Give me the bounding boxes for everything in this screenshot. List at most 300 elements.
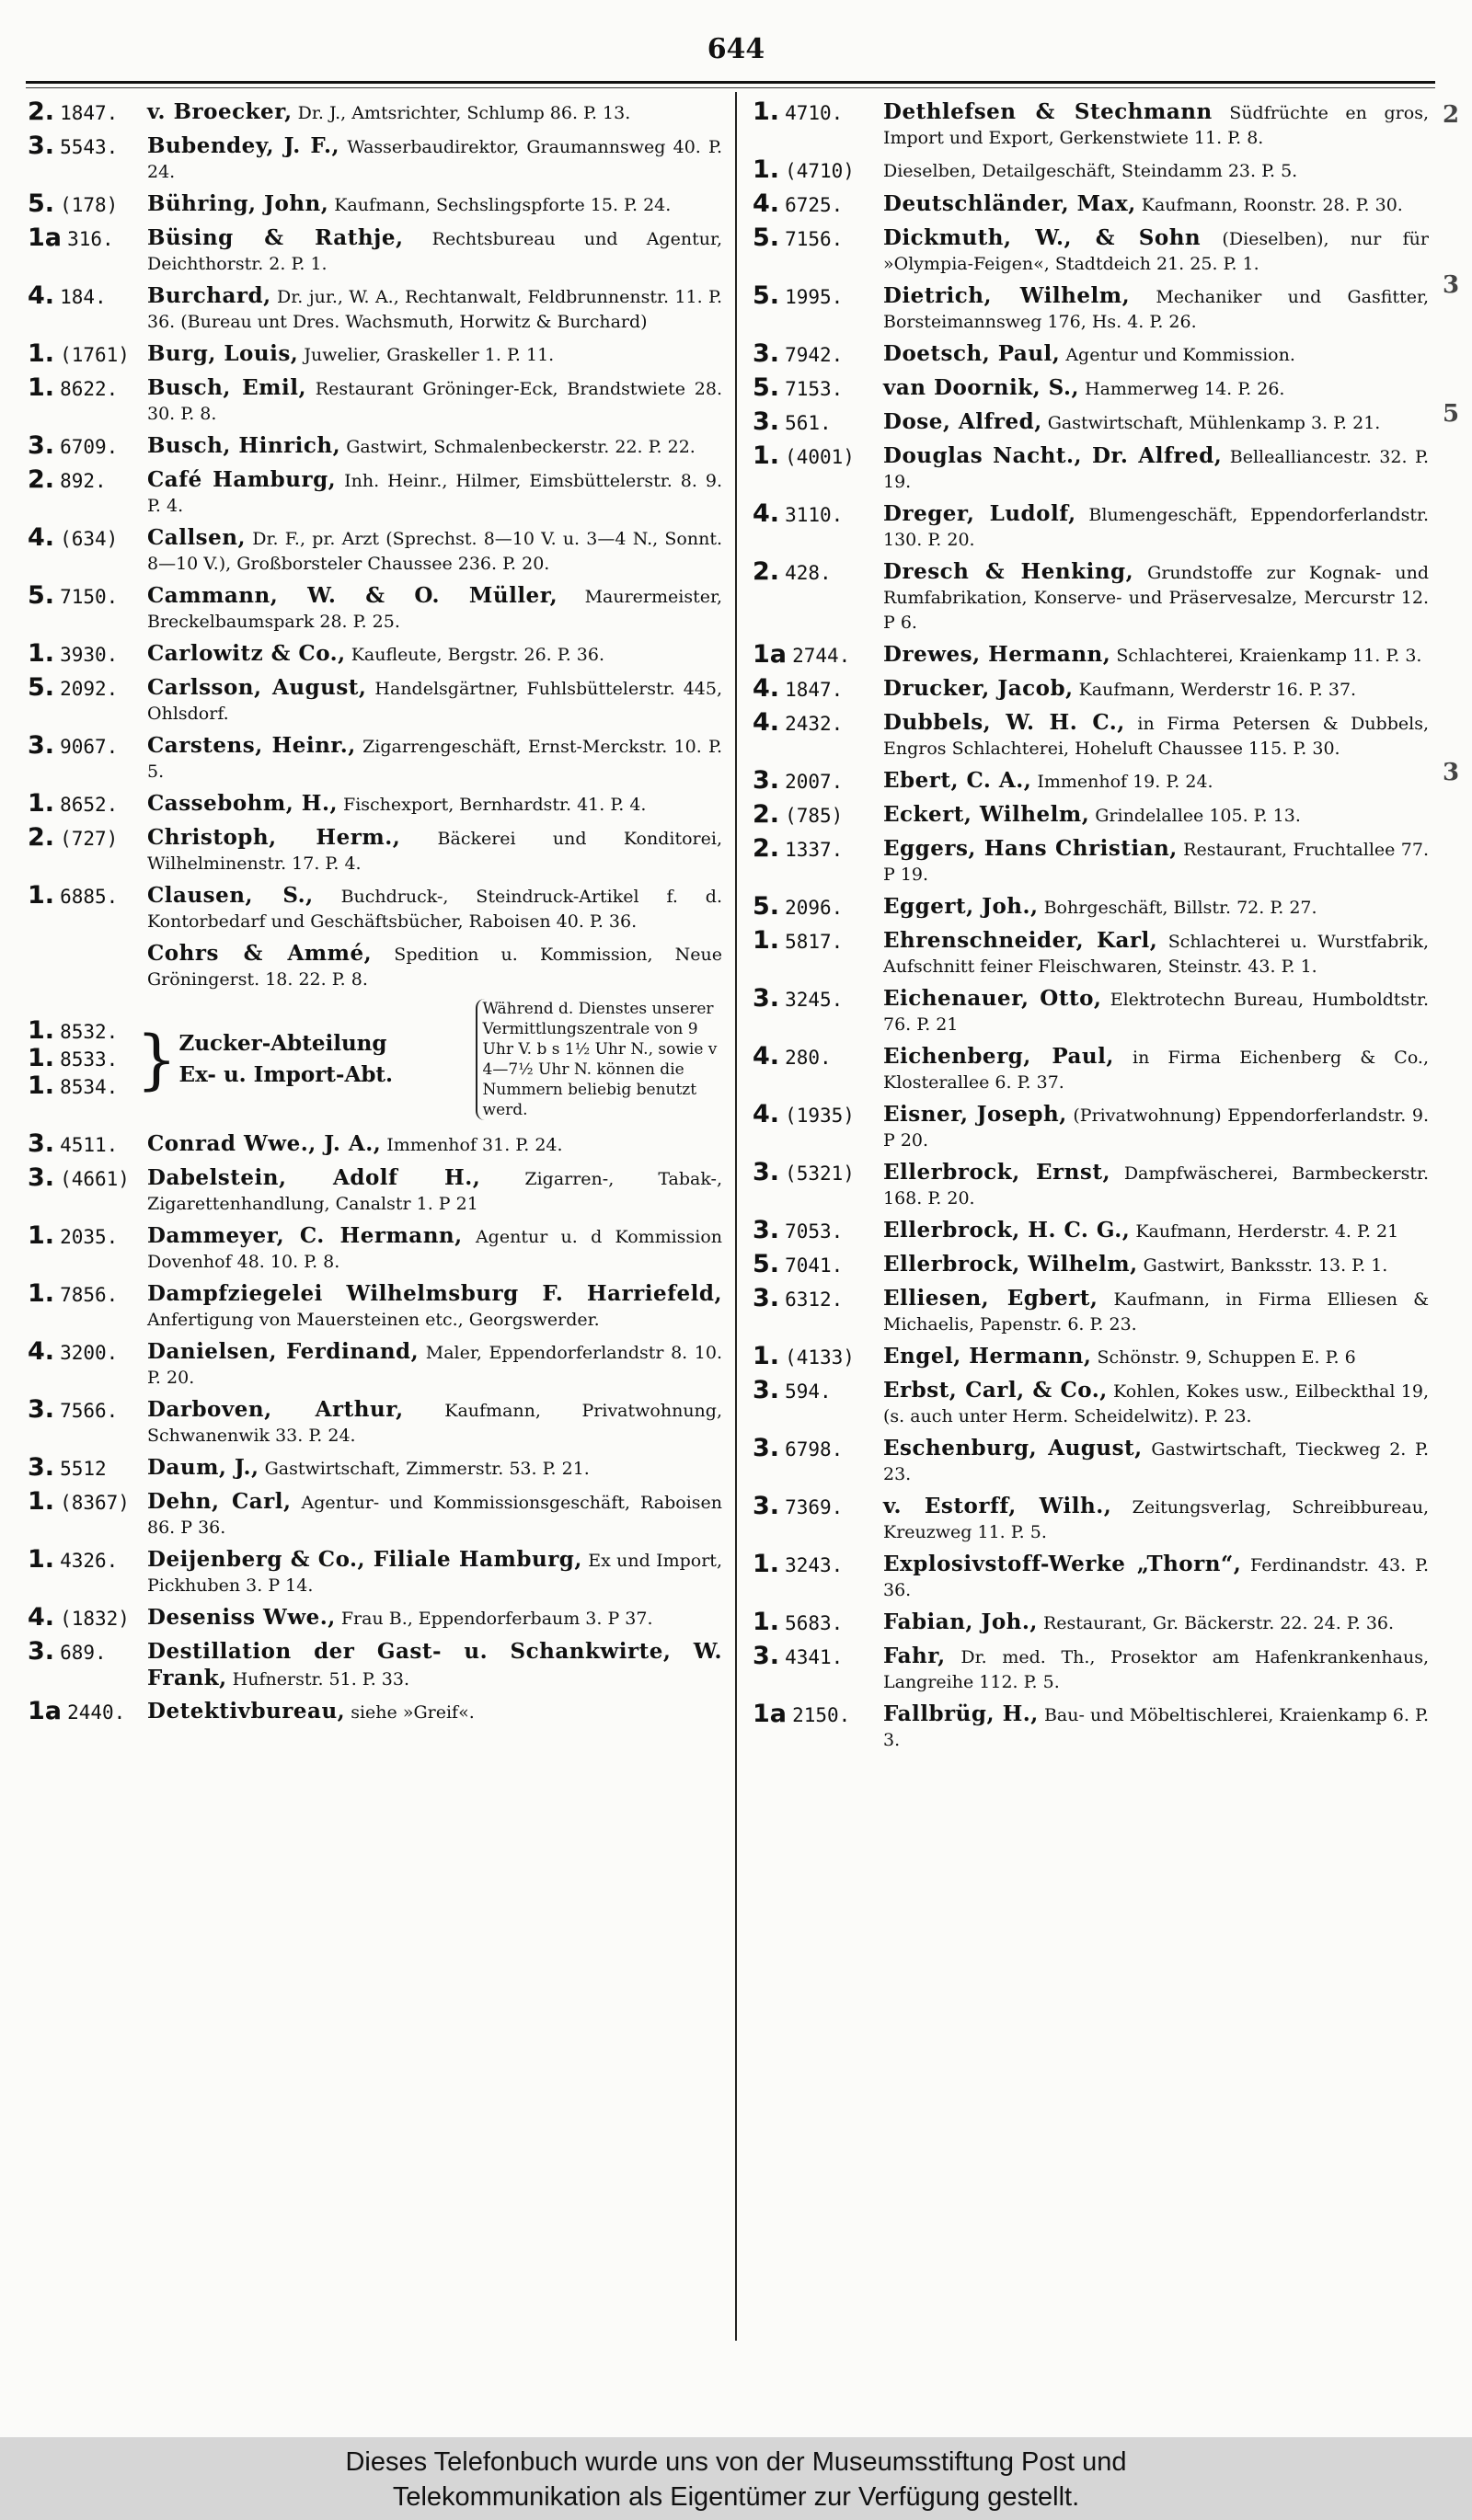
brace-glyph: } [136,1022,178,1097]
phone-number: (5321) [785,1163,855,1185]
phone-number: (4710) [785,160,855,182]
entry-body [883,157,1429,184]
subscriber-details: Schlachterei u. Wurstfabrik, Aufschnitt feiner Fleischwaren, Steinstr. 43. P. 1. [883,932,1429,977]
directory-entry [753,375,1429,403]
subscriber-name: v. Estorff, Wilh., [883,1494,1112,1518]
subscriber-details: Bellealliancestr. 32. P. 19. [883,447,1429,492]
entry-body [147,941,722,992]
gutter-mark: 5 [1443,400,1460,428]
subscriber-name: Daum, J., [147,1455,259,1480]
phone-number: 7053. [785,1220,844,1243]
district-code: 4. [28,523,55,552]
subscriber-name: Fallbrüg, H., [883,1701,1039,1726]
entry-body [883,375,1429,402]
subscriber-name: Destillation der Gast- u. Schankwirte, W. Frank, [147,1639,722,1690]
left-column [28,99,722,1733]
subscriber-name: Café Hamburg, [147,467,337,492]
district-code: 1a [753,640,788,669]
entry-body [147,1131,722,1158]
phone-number: 689. [60,1642,107,1664]
directory-entry [753,99,1429,151]
district-code: 1a [753,1700,788,1728]
entry-prefix [753,191,883,219]
entry-body [883,894,1429,921]
subscriber-name: Darboven, Arthur, [147,1397,404,1422]
subscriber-name: Erbst, Carl, & Co., [883,1378,1108,1403]
district-code: 1. [28,1279,55,1308]
subscriber-name: Engel, Hermann, [883,1344,1092,1369]
directory-entry [753,1218,1429,1245]
entry-body [147,1489,722,1541]
entry-prefix [753,710,883,738]
subscriber-details: Agentur u. d Kommission Dovenhof 48. 10. P. 8. [147,1227,723,1272]
subscriber-name: Explosivstoff-Werke „Thorn“, [883,1552,1242,1576]
entry-body [883,1494,1429,1545]
entry-prefix [753,1644,883,1671]
subscriber-name: Ellerbrock, Wilhelm, [883,1252,1138,1277]
district-code: 1. [28,789,55,818]
subscriber-details: Mechaniker und Gasfitter, Borsteimannsweg 176, Hs. 4. P. 26. [883,287,1429,332]
phone-number: 3200. [60,1342,119,1364]
subscriber-details: Kaufmann, Privatwohnung, Schwanenwik 33. P. 24. [147,1401,722,1446]
district-code: 1. [753,97,780,126]
entry-body [147,225,722,277]
district-code: 3. [753,407,780,436]
district-code: 3. [753,1642,780,1670]
phone-number: 9067. [60,736,119,758]
subscriber-details: (Dieselben), nur für »Olympia-Feigen«, Stadtdeich 21. 25. P. 1. [883,229,1429,274]
phone-number: (785) [785,805,844,827]
district-code: 3. [28,132,55,160]
entry-body [883,1102,1429,1153]
district-code: 4. [28,281,55,310]
directory-entry [753,443,1429,495]
subscriber-name: Carlsson, August, [147,675,367,700]
entry-prefix [753,676,883,704]
phone-number: 2035. [60,1226,119,1248]
entry-body [147,1639,722,1692]
subscriber-name: Conrad Wwe., J. A., [147,1131,382,1156]
district-code: 3. [753,1434,780,1462]
district-code: 5. [753,281,780,310]
entry-body [883,1436,1429,1487]
entry-body [883,1286,1429,1337]
department-label: Ex- u. Import-Abt. [178,1062,394,1087]
subscriber-name: Carlowitz & Co., [147,641,346,666]
directory-entry [28,1489,722,1541]
directory-entry [753,676,1429,704]
subscriber-details: Kaufleute, Bergstr. 26. P. 36. [351,645,604,665]
phone-number: 184. [60,286,107,308]
directory-entry [28,1397,722,1449]
directory-entry [28,941,722,992]
subscriber-name: v. Broecker, [147,99,293,124]
phone-number: 2744. [792,645,851,667]
district-code: 4. [753,499,780,528]
entry-prefix [28,1699,147,1726]
gutter-mark: 2 [1443,101,1460,129]
left-entries [28,99,722,992]
department-number-line [28,1018,147,1046]
phone-number: 8532. [60,1021,119,1043]
entry-body [883,1609,1429,1636]
phone-number: 2432. [785,713,844,735]
district-code: 1. [28,1487,55,1516]
column-divider [735,92,737,2341]
entry-body [147,733,722,785]
subscriber-details: Kaufmann, in Firma Elliesen & Michaelis, Papenstr. 6. P. 23. [883,1289,1429,1334]
subscriber-name: Dabelstein, Adolf H., [147,1165,481,1190]
phone-number: 1847. [785,679,844,701]
district-code: 4. [753,674,780,703]
gutter-marks [1443,97,1472,1476]
subscriber-details: in Firma Petersen & Dubbels, Engros Schlachterei, Hoheluft Chaussee 115. P. 30. [883,714,1429,759]
subscriber-details: Kaufmann, Werderstr 16. P. 37. [1078,680,1357,700]
directory-entry [753,501,1429,553]
entry-prefix [753,894,883,922]
entry-prefix [753,409,883,437]
subscriber-name: Carstens, Heinr., [147,733,356,758]
directory-entry [28,1455,722,1483]
district-code: 1. [28,373,55,402]
entry-body [883,1252,1429,1278]
district-code: 1. [28,1221,55,1250]
district-code: 4. [753,1100,780,1128]
entry-prefix [753,1436,883,1463]
subscriber-details: Kaufmann, Sechslingspforte 15. P. 24. [334,195,672,215]
subscriber-name: Detektivbureau, [147,1699,346,1724]
entry-body [147,641,722,668]
entry-prefix [28,583,147,611]
entry-body [147,433,722,460]
subscriber-name: Dreger, Ludolf, [883,501,1076,526]
subscriber-details: Kaufmann, Herderstr. 4. P. 21 [1135,1221,1399,1242]
directory-entry [753,836,1429,888]
subscriber-name: Deutschländer, Max, [883,191,1136,216]
district-code: 3. [28,1163,55,1192]
directory-entry [28,733,722,785]
directory-entry [753,768,1429,796]
entry-prefix [28,133,147,161]
phone-number: 4326. [60,1550,119,1572]
subscriber-name: Cohrs & Ammé, [147,941,373,966]
subscriber-details: Juwelier, Graskeller 1. P. 11. [304,345,555,365]
directory-entry [753,802,1429,830]
directory-entry [753,1644,1429,1695]
entry-prefix [28,283,147,311]
district-code: 1a [28,223,63,252]
district-code: 4. [753,708,780,737]
directory-entry [28,1281,722,1333]
subscriber-name: Dehn, Carl, [147,1489,292,1514]
entry-body [147,583,722,635]
subscriber-details: Restaurant, Fruchtallee 77. P 19. [883,840,1429,885]
district-code: 5. [28,581,55,610]
directory-entry [753,986,1429,1037]
entry-body [147,467,722,519]
district-code: 1. [753,441,780,470]
entry-prefix [28,191,147,219]
subscriber-name: Eichenauer, Otto, [883,986,1102,1011]
entry-prefix [753,559,883,587]
directory-entry [28,225,722,277]
district-code: 1. [753,926,780,955]
subscriber-name: Bubendey, J. F., [147,133,339,158]
subscriber-name: Cassebohm, H., [147,791,338,816]
header-rule-thin [26,87,1435,88]
phone-number: (178) [60,194,119,216]
subscriber-name: Deseniss Wwe., [147,1605,336,1630]
subscriber-details: Agentur und Kommission. [1065,345,1295,365]
phone-number: 892. [60,470,107,492]
phone-number: (4661) [60,1168,130,1190]
directory-entry [753,157,1429,185]
phone-number: 561. [785,412,832,434]
subscriber-details: Dr. med. Th., Prosektor am Hafenkrankenhaus, Langreihe 112. P. 5. [883,1647,1430,1692]
directory-entry [753,894,1429,922]
entry-body [883,99,1429,151]
phone-number: 7041. [785,1254,844,1277]
district-code: 1. [753,1608,780,1636]
phone-number: 2007. [785,771,844,793]
subscriber-name: Eckert, Wilhelm, [883,802,1090,827]
entry-prefix [753,157,883,185]
directory-entry [753,341,1429,369]
subscriber-name: Douglas Nacht., Dr. Alfred, [883,443,1223,468]
subscriber-name: Büsing & Rathje, [147,225,404,250]
directory-entry [28,525,722,577]
entry-body [147,341,722,368]
subscriber-details: Bohrgeschäft, Billstr. 72. P. 27. [1043,898,1317,918]
entry-body [147,1699,722,1725]
subscriber-details: Gastwirtschaft, Zimmerstr. 53. P. 21. [264,1459,590,1479]
phone-number: 6885. [60,886,119,908]
directory-entry [28,191,722,219]
subscriber-details: Grindelallee 105. P. 13. [1095,806,1301,826]
entry-body [147,825,722,876]
entry-body [883,1378,1429,1429]
subscriber-details: Südfrüchte en gros, Import und Export, Gerkenstwiete 11. P. 8. [883,103,1429,148]
phone-number: (1761) [60,344,130,366]
gutter-mark: 3 [1443,759,1460,786]
entry-prefix [28,1223,147,1251]
entry-body [147,1281,722,1333]
phone-number: 7856. [60,1284,119,1306]
entry-prefix [28,1639,147,1667]
district-code: 3. [753,1284,780,1312]
entry-prefix [28,341,147,369]
district-code: 5. [753,892,780,921]
district-code: 2. [28,97,55,126]
directory-entry [753,1286,1429,1337]
district-code: 3. [28,731,55,760]
subscriber-details: Bau- und Möbeltischlerei, Kraienkamp 6. P. 3. [883,1705,1429,1750]
entry-prefix [753,836,883,864]
phone-number: 6798. [785,1438,844,1460]
district-code: 5. [28,673,55,702]
phone-number: 1995. [785,286,844,308]
directory-entry [28,283,722,335]
phone-number: 7156. [785,228,844,250]
directory-entry [753,928,1429,979]
subscriber-details: Rechtsbureau und Agentur, Deichthorstr. 2. P. 1. [147,229,722,274]
entry-prefix [28,791,147,819]
entry-body [883,768,1429,795]
entry-body [883,443,1429,495]
phone-number: 7942. [785,344,844,366]
department-note: Während d. Dienstes unserer Vermittlungszentrale von 9 Uhr V. b s 1½ Uhr N., sowie v 4—7½ Uhr N. können die Nummern beliebig benutzt werd. [476,999,722,1120]
header-rule [26,81,1435,84]
district-code: 1. [28,1044,55,1072]
phone-number: 4710. [785,102,844,124]
entry-prefix [753,283,883,311]
phone-number: 7566. [60,1400,119,1422]
entry-body [147,283,722,335]
subscriber-name: Ehrenschneider, Karl, [883,928,1158,953]
subscriber-details: Gastwirt, Banksstr. 13. P. 1. [1143,1255,1388,1276]
subscriber-details: Immenhof 19. P. 24. [1037,772,1213,792]
directory-entry [753,642,1429,670]
phone-number: 8534. [60,1076,119,1098]
subscriber-details: Grundstoffe zur Kognak- und Rumfabrikation, Konserve- und Präservesalze, Mercurstr 12. P 6. [883,563,1429,633]
subscriber-details: (Privatwohnung) Eppendorferlandstr. 9. P 20. [883,1105,1429,1151]
directory-entry [753,1494,1429,1545]
cohrs-department-block [28,999,722,1120]
entry-body [147,133,722,185]
subscriber-details: Wasserbaudirektor, Graumannsweg 40. P. 24. [147,137,722,182]
footer-line: Dieses Telefonbuch wurde uns von der Museumsstiftung Post und [345,2447,1127,2477]
district-code: 5. [28,189,55,218]
entry-prefix [753,802,883,830]
district-code: 3. [753,1376,780,1404]
directory-entry [28,1605,722,1632]
entry-prefix [753,928,883,956]
district-code: 2. [753,557,780,586]
right-entries [753,99,1429,1753]
subscriber-details: Kaufmann, Roonstr. 28. P. 30. [1141,195,1403,215]
directory-entry [753,409,1429,437]
entry-body [147,99,722,126]
entry-body [883,409,1429,436]
directory-entry [753,283,1429,335]
subscriber-name: Callsen, [147,525,246,550]
directory-entry [28,1339,722,1391]
district-code: 2. [753,834,780,863]
entry-prefix [28,99,147,127]
entry-body [883,225,1429,277]
entry-body [883,501,1429,553]
subscriber-name: van Doornik, S., [883,375,1079,400]
directory-entry [753,191,1429,219]
district-code: 3. [753,339,780,368]
district-code: 3. [28,1453,55,1482]
entry-body [883,676,1429,703]
district-code: 1. [28,881,55,910]
entry-prefix [753,1609,883,1637]
directory-entry [28,675,722,727]
directory-entry [753,1044,1429,1095]
entry-body [883,341,1429,368]
phone-number: 8652. [60,794,119,816]
directory-entry [28,641,722,669]
phone-number: 4341. [785,1646,844,1668]
subscriber-details: Zeitungsverlag, Schreibbureau, Kreuzweg 11. P. 5. [883,1497,1430,1542]
subscriber-name: Dammeyer, C. Hermann, [147,1223,463,1248]
subscriber-details: in Firma Eichenberg & Co., Klosterallee 6. P. 37. [883,1048,1429,1093]
entry-prefix [753,225,883,253]
district-code: 3. [28,1129,55,1158]
entry-body [147,191,722,218]
subscriber-name: Eggert, Joh., [883,894,1039,919]
subscriber-name: Fahr, [883,1644,946,1668]
entry-prefix [28,1547,147,1575]
directory-entry [753,225,1429,277]
phone-number: 3245. [785,989,844,1011]
directory-entry [28,1547,722,1598]
entry-body [883,283,1429,335]
entry-prefix [28,675,147,703]
entry-body [147,675,722,727]
phone-number: 7153. [785,378,844,400]
district-code: 1. [28,1016,55,1045]
entry-body [147,525,722,577]
subscriber-name: Dietrich, Wilhelm, [883,283,1131,308]
phone-number: 6312. [785,1289,844,1311]
phone-number: 3110. [785,504,844,526]
district-code: 3. [753,766,780,795]
subscriber-details: Zigarren-, Tabak-, Zigarettenhandlung, Canalstr 1. P 21 [147,1169,723,1214]
entry-body [883,928,1429,979]
district-code: 3. [753,984,780,1013]
district-code: 5. [753,373,780,402]
phone-number: 2440. [67,1701,126,1724]
subscriber-details: Fischexport, Bernhardstr. 41. P. 4. [343,795,647,815]
entry-body [883,1344,1429,1370]
directory-entry [753,1252,1429,1279]
entry-body [147,883,722,934]
directory-entry [28,883,722,934]
entry-prefix [28,641,147,669]
entry-prefix [753,1701,883,1729]
entry-body [883,1552,1429,1603]
subscriber-name: Dickmuth, W., & Sohn [883,225,1202,250]
gutter-mark: 3 [1443,271,1460,299]
subscriber-details: Frau B., Eppendorferbaum 3. P 37. [340,1609,653,1629]
entry-prefix [28,1131,147,1159]
directory-entry [28,583,722,635]
directory-entry [28,1699,722,1726]
entry-prefix [28,375,147,403]
phone-number: 1337. [785,839,844,861]
district-code: 4. [28,1603,55,1632]
subscriber-details: Handelsgärtner, Fuhlsbüttelerstr. 445, Ohlsdorf. [147,679,722,724]
directory-entry [28,1165,722,1217]
subscriber-name: Drewes, Hermann, [883,642,1111,667]
subscriber-details: Dampfwäscherei, Barmbeckerstr. 168. P. 20. [883,1163,1430,1208]
directory-entry [28,375,722,427]
district-code: 2. [28,465,55,494]
entry-prefix [28,1455,147,1483]
district-code: 3. [753,1216,780,1244]
left-entries-continued [28,1131,722,1726]
phone-number: 2150. [792,1704,851,1726]
phone-number: (1832) [60,1608,130,1630]
entry-prefix [753,501,883,529]
entry-prefix [28,1165,147,1193]
entry-prefix [753,443,883,471]
subscriber-details: Dr. J., Amtsrichter, Schlump 86. P. 13. [297,103,631,123]
subscriber-details: Blumengeschäft, Eppendorferlandstr. 130. P. 20. [883,505,1429,550]
